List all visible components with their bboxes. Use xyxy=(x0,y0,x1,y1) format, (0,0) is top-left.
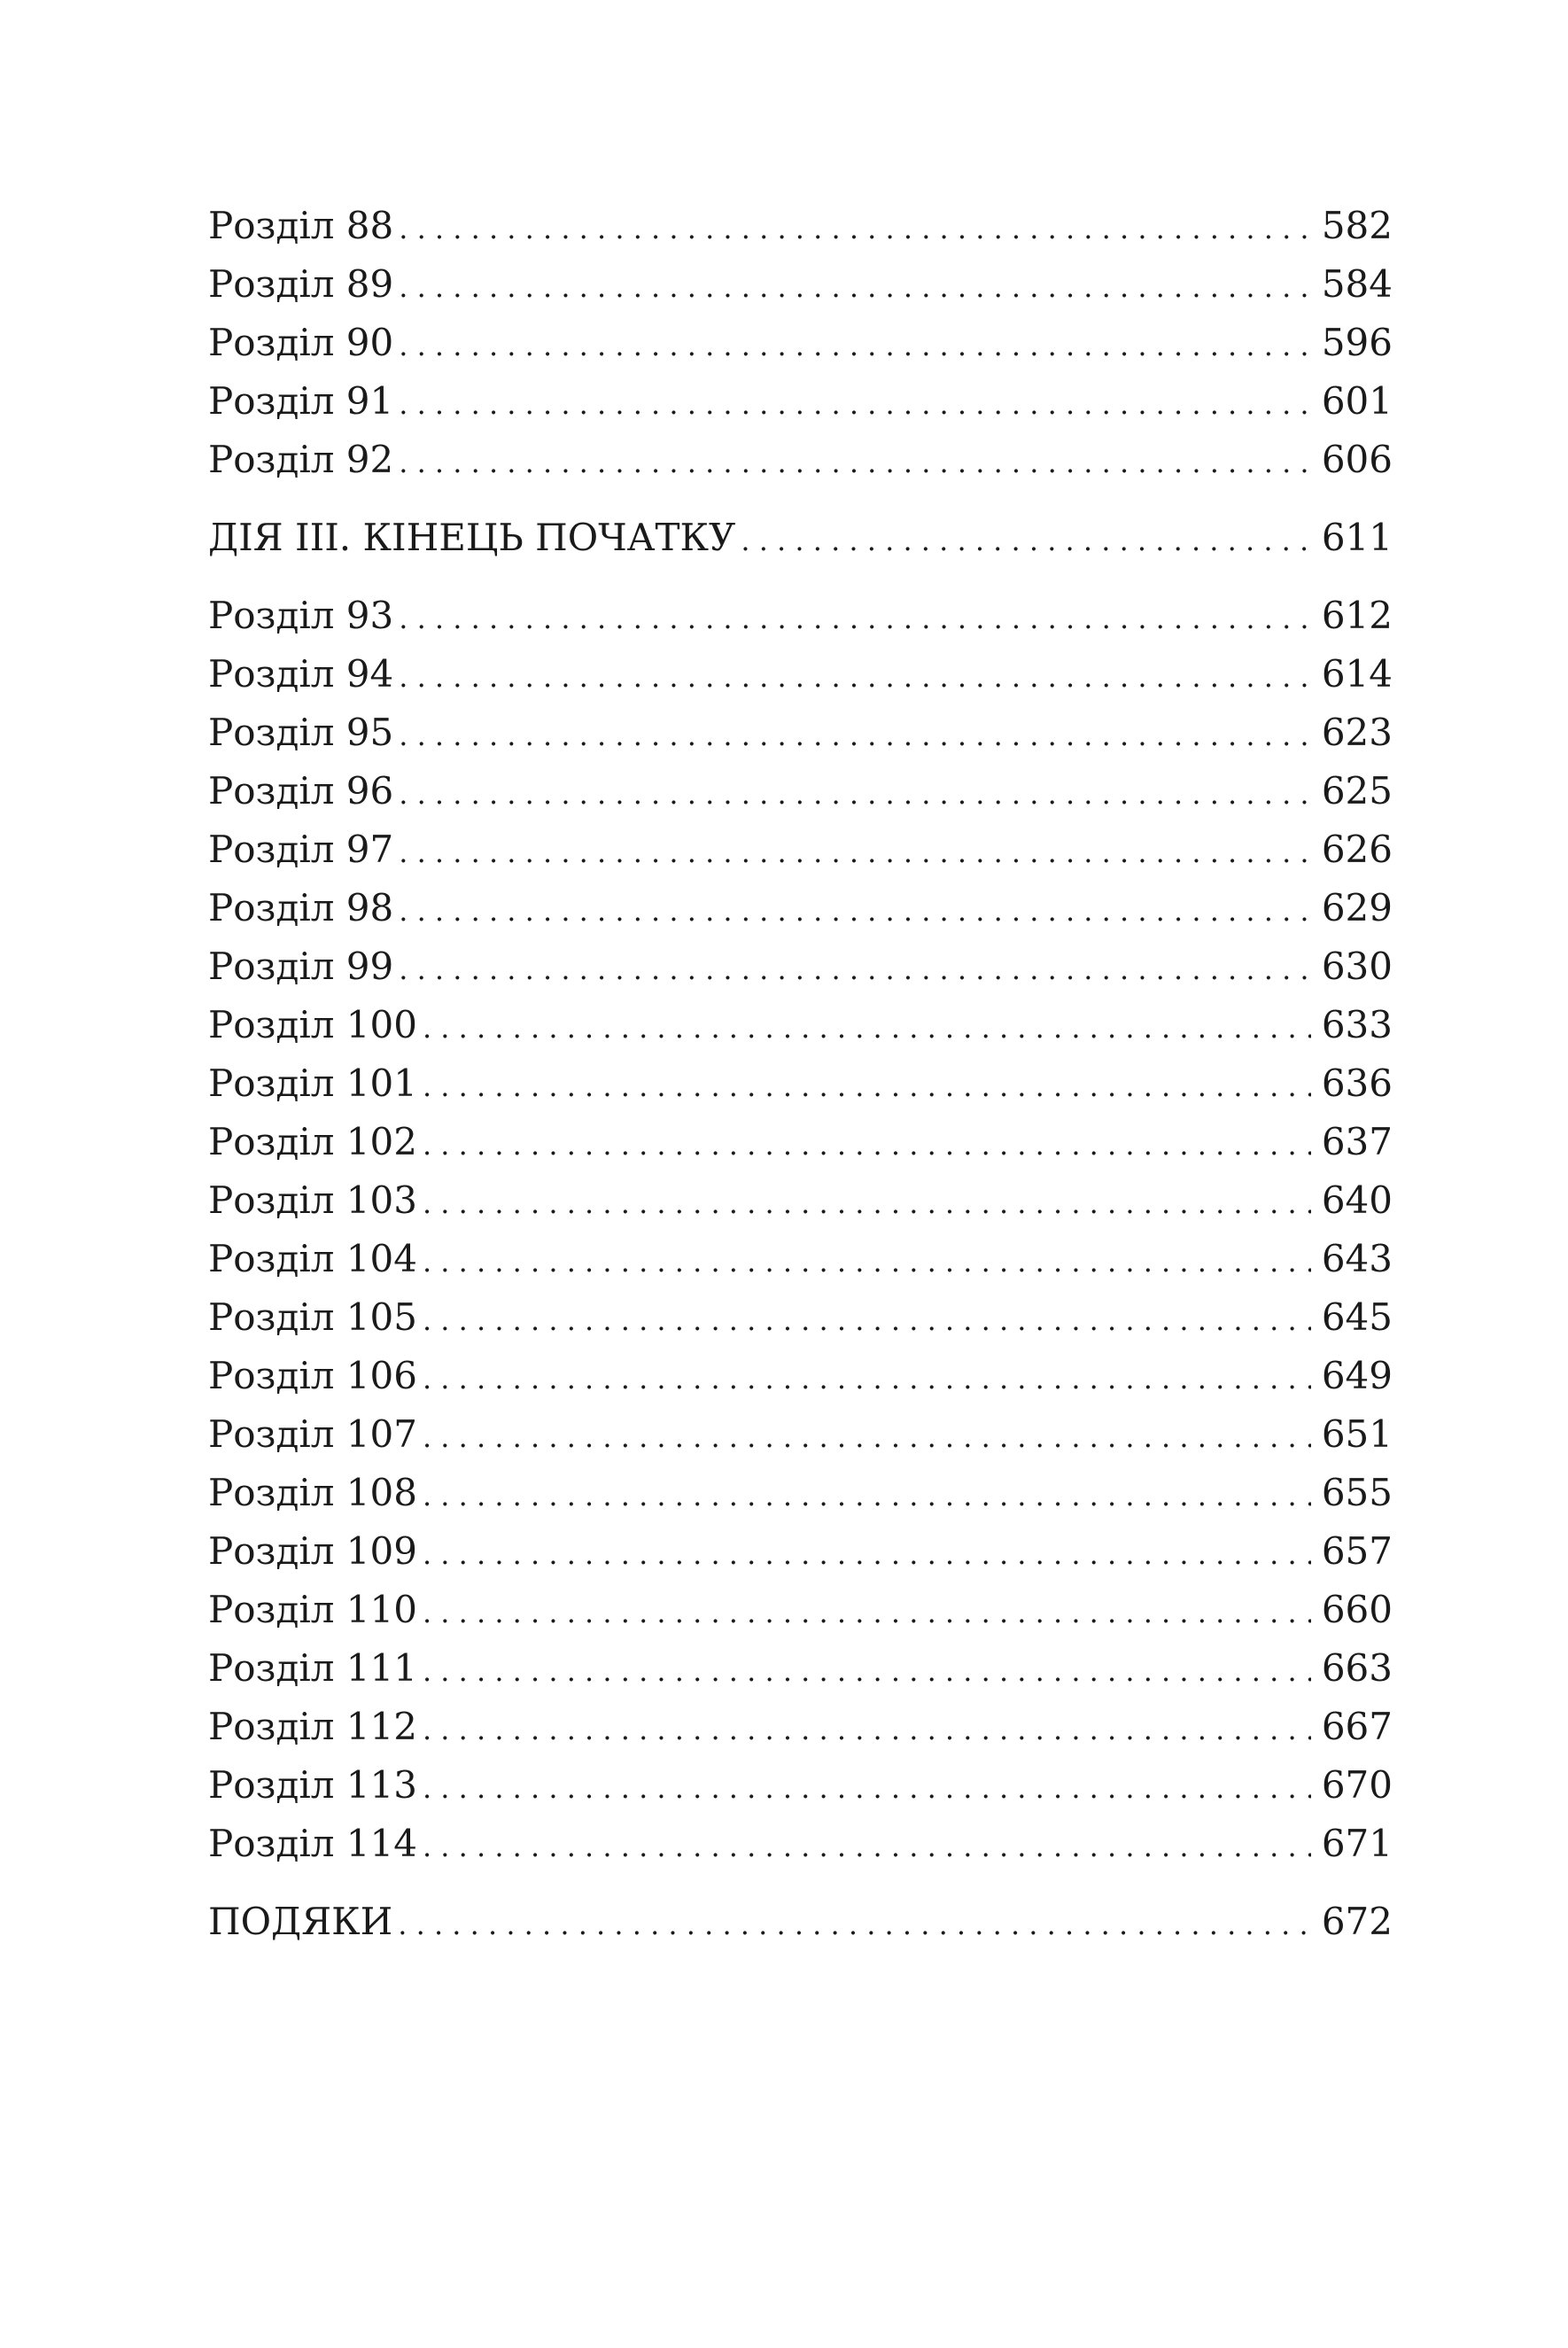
toc-entry-title: ПОДЯКИ xyxy=(208,1900,393,1943)
toc-entry-title: Розділ 97 xyxy=(208,828,394,871)
toc-entry-page: 584 xyxy=(1321,262,1393,306)
toc-entry-page: 643 xyxy=(1321,1237,1393,1280)
dot-leader xyxy=(423,1171,1311,1232)
toc-entry-page: 601 xyxy=(1321,379,1393,423)
toc-entry-title: Розділ 92 xyxy=(208,438,394,481)
toc-entry xyxy=(208,1347,1393,1405)
toc-entry xyxy=(208,820,1393,879)
toc-entry-title: Розділ 88 xyxy=(208,204,394,247)
toc-entry-title: Розділ 89 xyxy=(208,262,394,306)
dot-leader xyxy=(423,1698,1311,1759)
dot-leader xyxy=(398,1893,1311,1954)
toc-entry-title: Розділ 112 xyxy=(208,1705,417,1748)
toc-entry xyxy=(208,587,1393,645)
toc-entry xyxy=(208,372,1393,431)
toc-entry-title: Розділ 109 xyxy=(208,1529,417,1573)
toc-entry-title: Розділ 111 xyxy=(208,1646,417,1690)
toc-entry-title: Розділ 96 xyxy=(208,769,394,812)
dot-leader xyxy=(399,762,1311,823)
toc-entry-page: 633 xyxy=(1321,1003,1393,1046)
toc-entry-page: 655 xyxy=(1321,1471,1393,1514)
toc-entry-title: Розділ 106 xyxy=(208,1354,417,1397)
toc-entry-page: 625 xyxy=(1321,769,1393,812)
toc-entry-page: 614 xyxy=(1321,652,1393,696)
toc-entry xyxy=(208,1288,1393,1347)
dot-leader xyxy=(423,1113,1311,1174)
dot-leader xyxy=(399,704,1311,765)
dot-leader xyxy=(399,255,1311,316)
toc-entry-page: 596 xyxy=(1321,321,1393,364)
toc-entry xyxy=(208,1171,1393,1230)
toc-entry xyxy=(208,762,1393,820)
toc-entry-page: 636 xyxy=(1321,1061,1393,1105)
dot-leader xyxy=(741,509,1310,570)
dot-leader xyxy=(399,587,1311,648)
toc-entry-page: 670 xyxy=(1321,1763,1393,1807)
toc-entry xyxy=(208,704,1393,762)
toc-entry-title: Розділ 114 xyxy=(208,1822,417,1865)
toc-entry xyxy=(208,879,1393,937)
toc-entry-title: Розділ 91 xyxy=(208,379,394,423)
table-of-contents xyxy=(208,197,1393,1951)
dot-leader xyxy=(399,937,1311,999)
toc-entry xyxy=(208,314,1393,372)
dot-leader xyxy=(399,645,1311,706)
toc-entry-page: 671 xyxy=(1321,1822,1393,1865)
dot-leader xyxy=(423,1756,1311,1817)
toc-entry-page: 612 xyxy=(1321,594,1393,637)
toc-entry-title: Розділ 108 xyxy=(208,1471,417,1514)
toc-entry xyxy=(208,1522,1393,1581)
toc-entry-page: 582 xyxy=(1321,204,1393,247)
dot-leader xyxy=(399,197,1311,258)
toc-entry-page: 640 xyxy=(1321,1178,1393,1222)
toc-entry-title: Розділ 95 xyxy=(208,711,394,754)
dot-leader xyxy=(423,1230,1311,1291)
dot-leader xyxy=(423,1405,1311,1466)
dot-leader xyxy=(423,1581,1311,1642)
toc-entry xyxy=(208,1815,1393,1873)
toc-entry-page: 672 xyxy=(1321,1900,1393,1943)
toc-entry xyxy=(208,1581,1393,1639)
toc-entry-page: 606 xyxy=(1321,438,1393,481)
toc-entry-title: Розділ 113 xyxy=(208,1763,417,1807)
dot-leader xyxy=(423,1639,1311,1700)
toc-entry-title: Розділ 103 xyxy=(208,1178,417,1222)
dot-leader xyxy=(423,996,1311,1057)
toc-entry xyxy=(208,431,1393,489)
dot-leader xyxy=(399,879,1311,940)
toc-entry-page: 660 xyxy=(1321,1588,1393,1631)
toc-part-heading xyxy=(208,509,1393,567)
toc-entry xyxy=(208,1113,1393,1171)
toc-entry-title: Розділ 101 xyxy=(208,1061,417,1105)
toc-entry-title: Розділ 107 xyxy=(208,1412,417,1456)
toc-entry-page: 626 xyxy=(1321,828,1393,871)
toc-entry xyxy=(208,197,1393,255)
toc-entry-page: 649 xyxy=(1321,1354,1393,1397)
dot-leader xyxy=(399,314,1311,375)
dot-leader xyxy=(423,1288,1311,1349)
toc-entry-page: 657 xyxy=(1321,1529,1393,1573)
toc-entry-page: 623 xyxy=(1321,711,1393,754)
toc-entry-title: Розділ 94 xyxy=(208,652,394,696)
toc-entry-page: 645 xyxy=(1321,1295,1393,1339)
toc-entry-title: Розділ 102 xyxy=(208,1120,417,1163)
toc-entry xyxy=(208,645,1393,704)
dot-leader xyxy=(423,1815,1311,1876)
toc-entry-page: 651 xyxy=(1321,1412,1393,1456)
toc-part-heading xyxy=(208,1893,1393,1951)
toc-entry xyxy=(208,1639,1393,1698)
toc-entry-title: Розділ 110 xyxy=(208,1588,417,1631)
toc-entry xyxy=(208,1054,1393,1113)
toc-entry xyxy=(208,1230,1393,1288)
dot-leader xyxy=(399,820,1311,882)
toc-entry-title: Розділ 100 xyxy=(208,1003,417,1046)
toc-entry xyxy=(208,1464,1393,1522)
toc-entry-title: ДІЯ III. КІНЕЦЬ ПОЧАТКУ xyxy=(208,516,736,559)
toc-entry xyxy=(208,937,1393,996)
toc-entry xyxy=(208,1756,1393,1815)
toc-entry-page: 629 xyxy=(1321,886,1393,929)
toc-entry-title: Розділ 90 xyxy=(208,321,394,364)
toc-entry-title: Розділ 93 xyxy=(208,594,394,637)
toc-entry-title: Розділ 98 xyxy=(208,886,394,929)
dot-leader xyxy=(423,1522,1311,1583)
toc-entry-page: 630 xyxy=(1321,945,1393,988)
toc-entry-title: Розділ 104 xyxy=(208,1237,417,1280)
dot-leader xyxy=(423,1464,1311,1525)
toc-entry-page: 667 xyxy=(1321,1705,1393,1748)
dot-leader xyxy=(399,431,1311,492)
toc-entry-title: Розділ 99 xyxy=(208,945,394,988)
dot-leader xyxy=(423,1054,1311,1116)
dot-leader xyxy=(423,1347,1311,1408)
toc-entry xyxy=(208,1405,1393,1464)
toc-entry xyxy=(208,255,1393,314)
dot-leader xyxy=(399,372,1311,433)
toc-entry-page: 611 xyxy=(1321,516,1393,559)
toc-entry xyxy=(208,996,1393,1054)
toc-entry-page: 663 xyxy=(1321,1646,1393,1690)
toc-entry xyxy=(208,1698,1393,1756)
toc-entry-page: 637 xyxy=(1321,1120,1393,1163)
toc-entry-title: Розділ 105 xyxy=(208,1295,417,1339)
